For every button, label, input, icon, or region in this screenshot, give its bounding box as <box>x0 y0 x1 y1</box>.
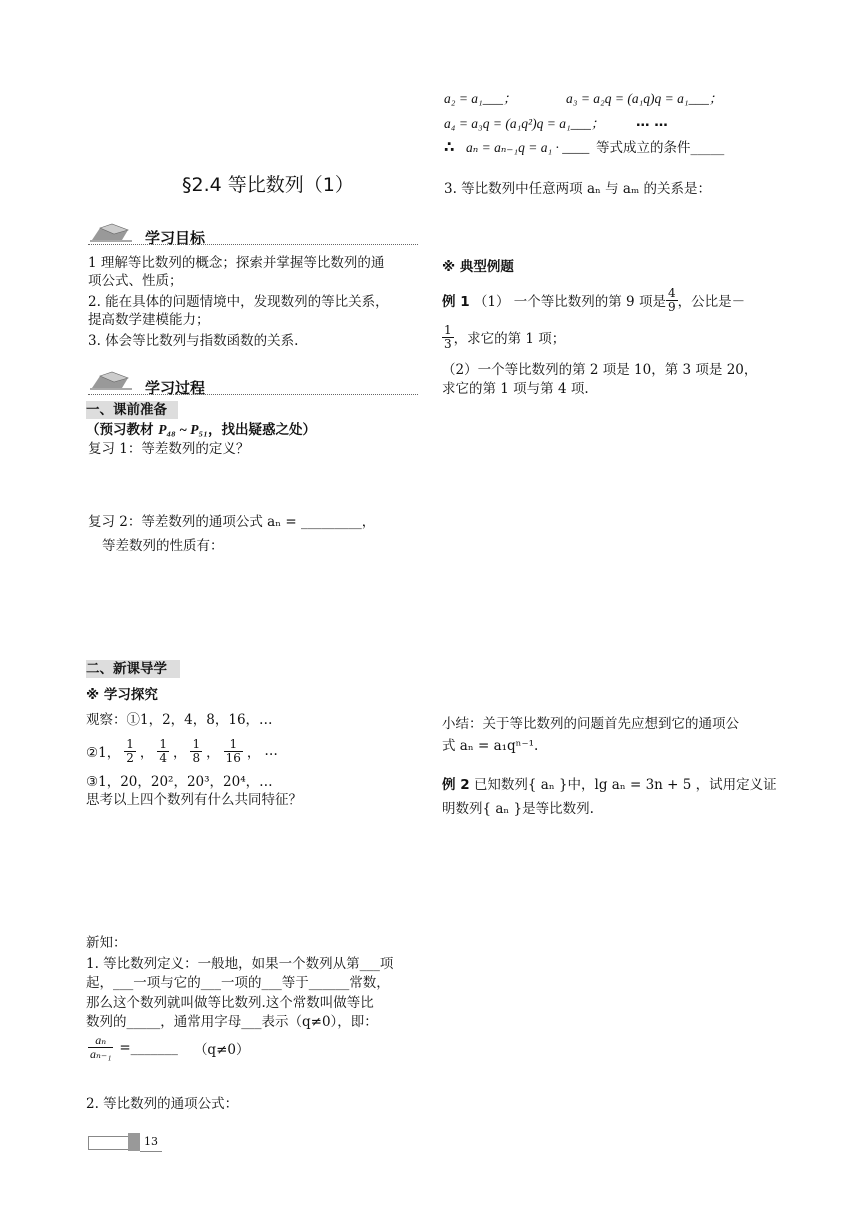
example-2-line-1: 例 2 已知数列{ aₙ }中，lg aₙ = 3n + 5 ，试用定义证 <box>442 777 777 793</box>
book-icon <box>88 370 134 390</box>
observe-3: ③1，20，20²，20³，20⁴，… <box>86 774 273 790</box>
item-2: 2. 等比数列的通项公式： <box>86 1096 239 1112</box>
section-1-heading: 一、课前准备 <box>86 401 178 419</box>
explore-heading: ※ 学习探究 <box>86 687 158 703</box>
formula-a3: a₃ = a₂q = (a₁q)q = a₁___； <box>566 91 723 106</box>
definition-line-1: 1. 等比数列定义：一般地，如果一个数列从第___项 <box>86 956 394 972</box>
example-2-line-2: 明数列{ aₙ }是等比数列. <box>442 801 594 817</box>
ratio-formula: $\frac{\text{aₙ}}{\text{aₙ₋₁}}$ =_______ （q≠0） <box>90 1033 250 1061</box>
page-number: 13 <box>140 1133 162 1152</box>
page-title: §2.4 等比数列（1） <box>182 174 354 196</box>
therefore-symbol: ∴ <box>444 138 455 156</box>
review-1: 复习 1：等差数列的定义？ <box>88 441 250 457</box>
formula-an: aₙ = aₙ₋₁q = a₁ · ____ <box>466 140 590 155</box>
example-1-part-2b: 求它的第 1 项与第 4 项. <box>442 381 589 397</box>
goal-line-2: 项公式、性质； <box>88 273 183 289</box>
goal-line-3: 2. 能在具体的问题情境中，发现数列的等比关系， <box>88 294 389 310</box>
definition-line-2: 起，___一项与它的___一项的___等于______常数， <box>86 975 390 991</box>
goals-heading: 学习目标 <box>145 229 206 247</box>
divider <box>88 394 418 395</box>
ellipsis: … … <box>636 114 668 130</box>
fraction-1-4: $\frac{1}{4}$ <box>159 736 167 765</box>
examples-heading: ※ 典型例题 <box>442 259 514 275</box>
page-tab <box>88 1136 129 1150</box>
summary-line-2: 式 aₙ = a₁qⁿ⁻¹. <box>442 738 539 754</box>
section-2-heading: 二、新课导学 <box>86 660 180 678</box>
formula-a4: a₄ = a₃q = (a₁q²)q = a₁___； <box>444 116 605 131</box>
goal-line-5: 3. 体会等比数列与指数函数的关系. <box>88 333 299 349</box>
divider <box>88 244 418 245</box>
new-knowledge-label: 新知： <box>86 935 127 951</box>
preview-note: （预习教材 P₄₈ ~ P₅₁，找出疑惑之处） <box>86 422 316 438</box>
book-icon <box>88 222 134 242</box>
goal-line-1: 1 理解等比数列的概念；探索并掌握等比数列的通 <box>88 255 385 271</box>
goal-line-4: 提高数学建模能力； <box>88 312 210 328</box>
definition-line-3: 那么这个数列就叫做等比数列.这个常数叫做等比 <box>86 995 374 1011</box>
item3-right: 3. 等比数列中任意两项 aₙ 与 aₘ 的关系是： <box>444 181 712 197</box>
definition-line-4: 数列的_____，通常用字母___表示（q≠0），即： <box>86 1014 378 1030</box>
observe-1: 观察：①1，2，4，8，16，… <box>86 712 273 728</box>
process-heading: 学习过程 <box>145 379 206 397</box>
example-1-part-2: （2）一个等比数列的第 2 项是 10，第 3 项是 20， <box>442 362 758 378</box>
example-1-line-1: 例 1 （1） 一个等比数列的第 9 项是 $\frac{4}{9}$ ，公比是－ <box>442 285 746 314</box>
example-1-line-2: $\frac{1}{3}$ ，求它的第 1 项； <box>444 322 566 351</box>
review-2: 复习 2：等差数列的通项公式 aₙ = _________， <box>88 514 376 530</box>
think-question: 思考以上四个数列有什么共同特征？ <box>86 792 302 808</box>
fraction-1-16: $\frac{1}{16}$ <box>225 736 241 765</box>
condition-text: 等式成立的条件_____ <box>596 140 725 156</box>
review-2-properties: 等差数列的性质有： <box>102 538 224 554</box>
formula-a2: a₂ = a₁___； <box>444 91 517 106</box>
page-marker <box>128 1133 140 1151</box>
fraction-1-8: $\frac{1}{8}$ <box>192 736 201 765</box>
observe-2: ②1， $\frac{1}{2}$ ， $\frac{1}{4}$ ， $\frac{1}{8}$ ， $\frac{1}{16}$ ， … <box>86 736 278 765</box>
fraction-1-2: $\frac{1}{2}$ <box>126 736 134 765</box>
summary-line-1: 小结：关于等比数列的问题首先应想到它的通项公 <box>442 716 739 732</box>
